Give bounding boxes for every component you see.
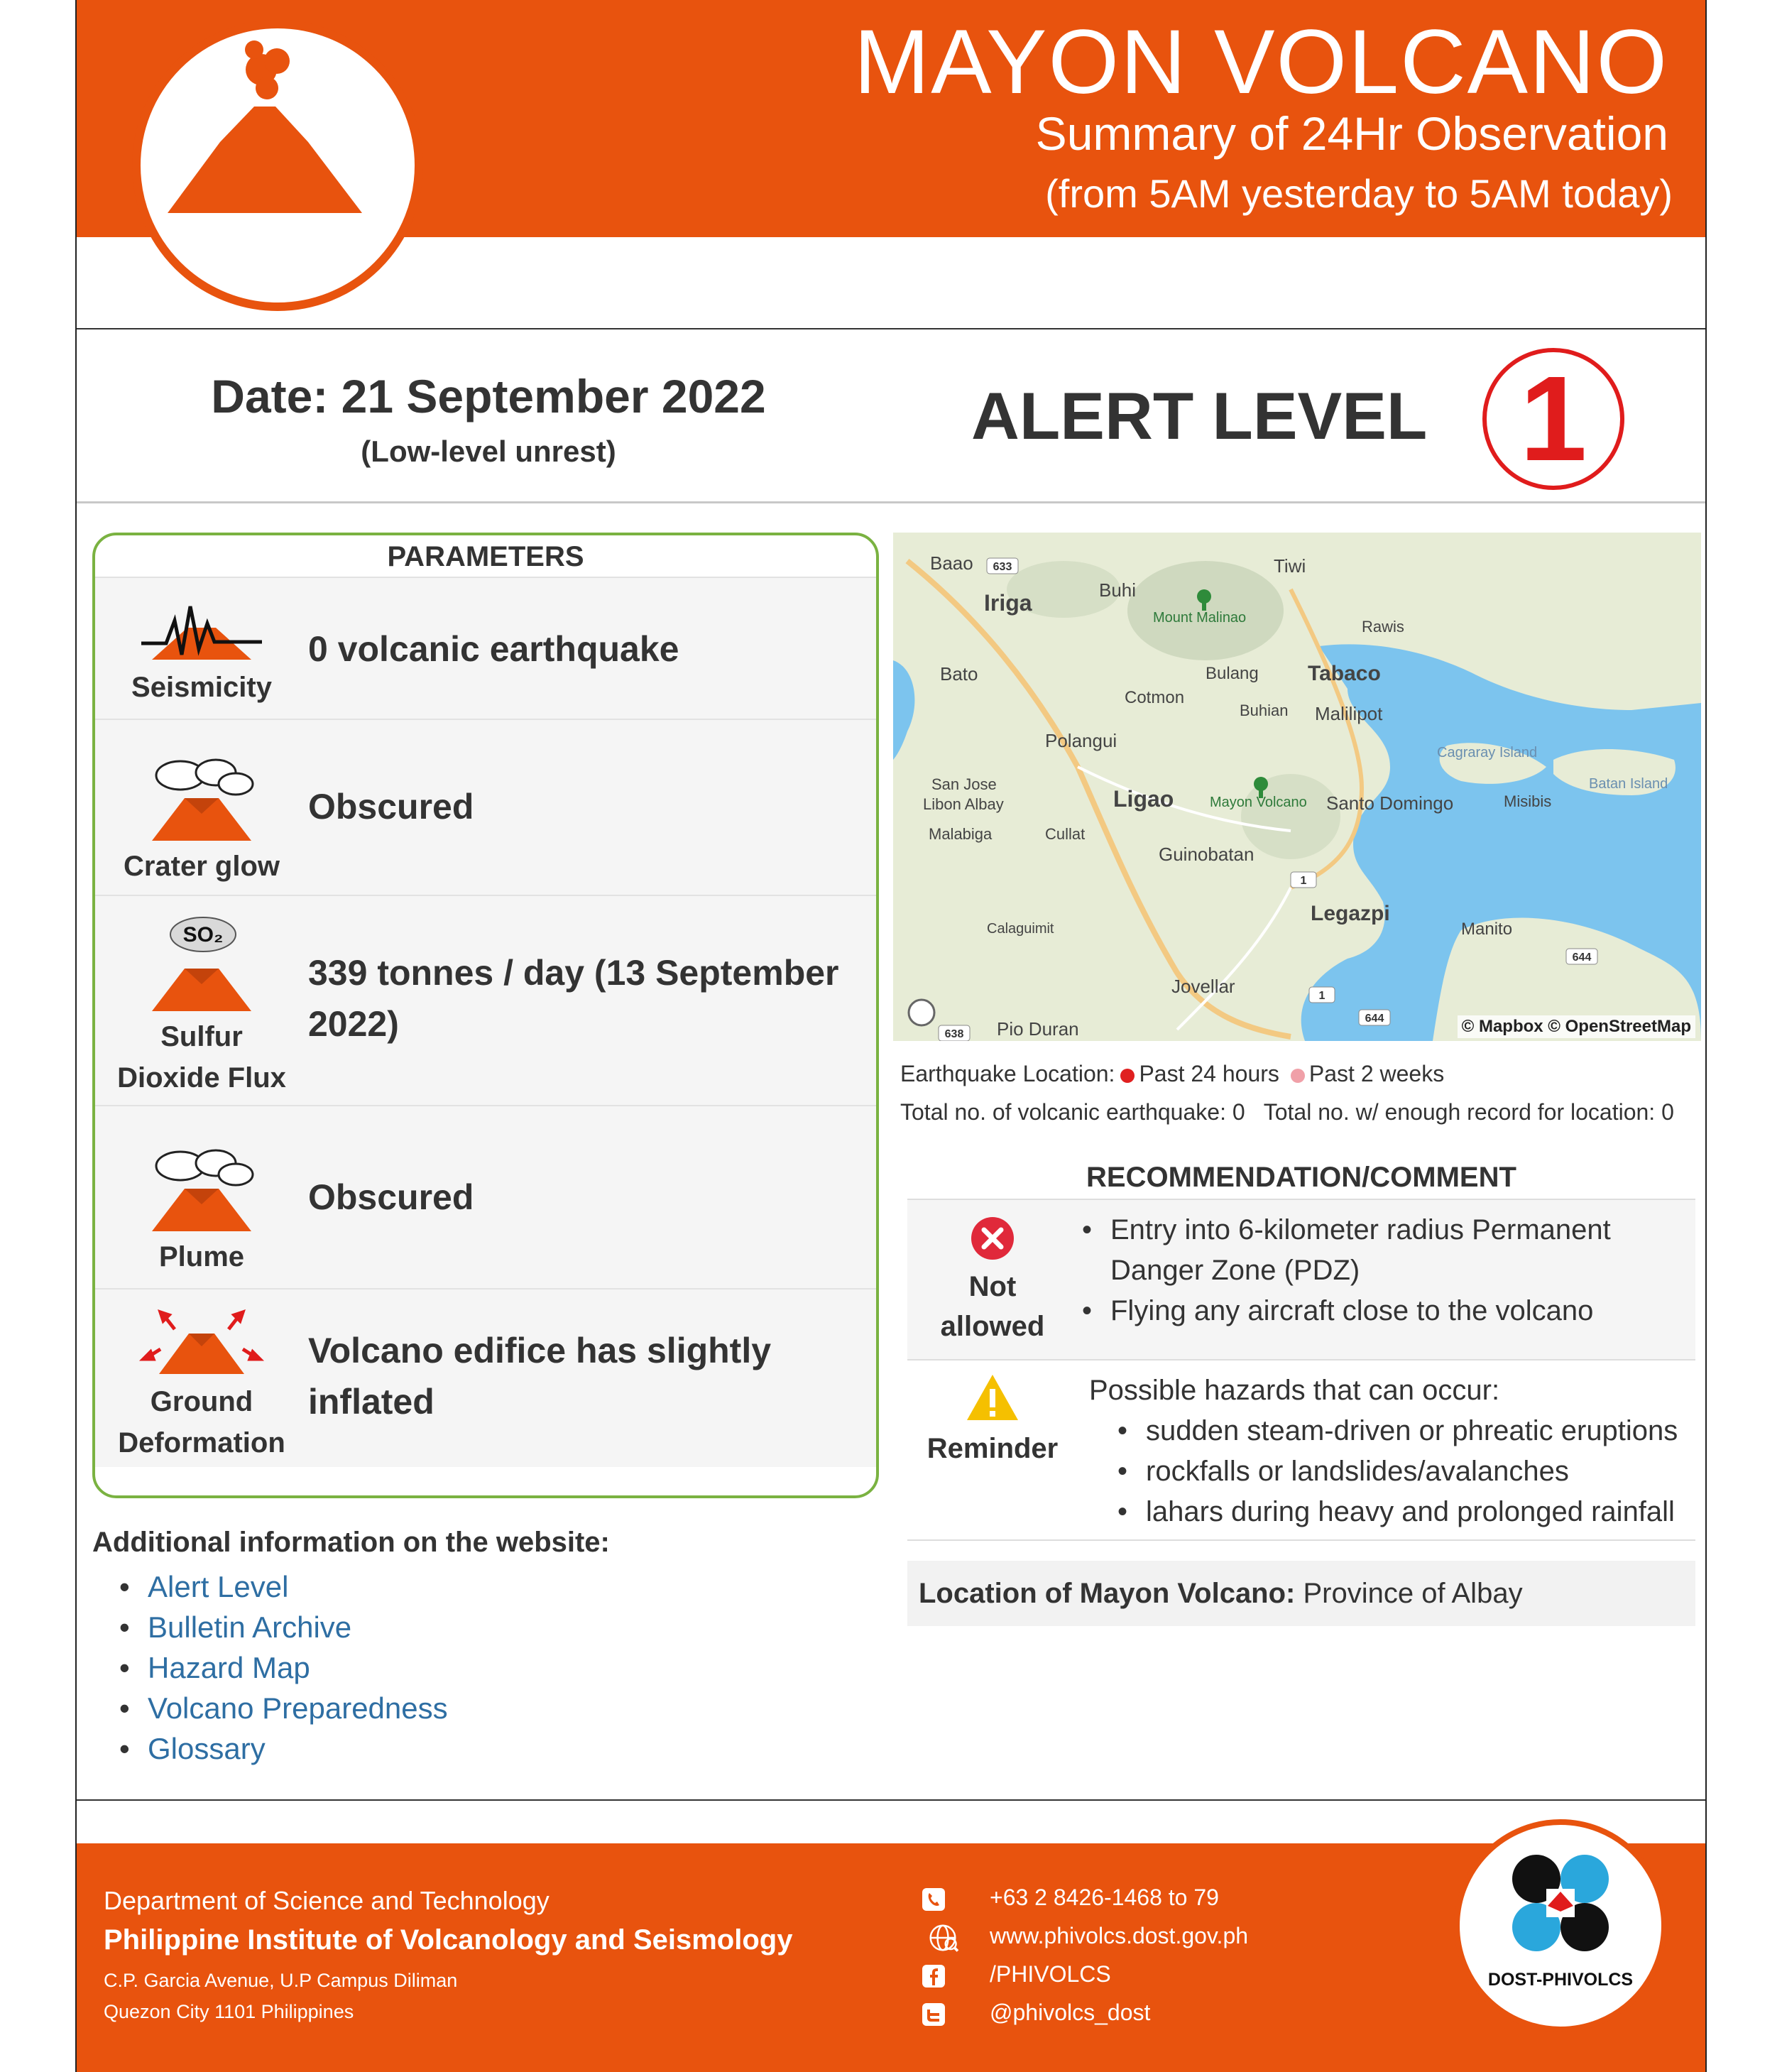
logo-caption: DOST-PHIVOLCS [1487, 1970, 1634, 1990]
parameter-label: Sulfur Dioxide Flux [117, 1021, 286, 1094]
parameter-value: 0 volcanic earthquake [308, 629, 679, 669]
list-item: • lahars during heavy and prolonged rainfall [1146, 1492, 1688, 1532]
svg-text:Mount Malinao: Mount Malinao [1153, 610, 1247, 626]
parameter-value: Obscured [308, 787, 474, 827]
not-allowed-label-1: Not [968, 1271, 1017, 1302]
parameters-title: PARAMETERS [95, 535, 876, 578]
so2-icon [138, 913, 266, 1013]
footer: Department of Science and Technology Philippine Institute of Volcanology and Seismology C.P. Garcia Avenue, U.P Campus Diliman Quezon City 1101 Philippines +63 2 8426-1468 to 79 www.phivolcs.dost.gov.ph /PHIVOLCS @phivolcs_dost [77, 1843, 1705, 2072]
volcano-logo [132, 20, 423, 311]
svg-text:Cotmon: Cotmon [1125, 688, 1185, 707]
link-glossary[interactable]: • Glossary [148, 1728, 448, 1769]
parameter-row-seismicity [95, 578, 876, 720]
recommendation-title: RECOMMENDATION/COMMENT [1086, 1162, 1516, 1193]
svg-text:Tabaco: Tabaco [1308, 662, 1381, 685]
link-alert-level[interactable]: • Alert Level [148, 1566, 448, 1607]
alert-level-badge: 1 [1482, 348, 1624, 490]
volcano-location [907, 1561, 1695, 1626]
svg-text:Bato: Bato [940, 663, 978, 685]
svg-text:Libon Albay: Libon Albay [923, 795, 1004, 813]
svg-text:Malabiga: Malabiga [929, 825, 993, 843]
legend-past-2w: Past 2 weeks [1308, 1061, 1445, 1086]
observation-period: (from 5AM yesterday to 5AM today) [1045, 171, 1673, 216]
globe-search-icon [922, 1923, 964, 1953]
additional-links [148, 1566, 448, 1769]
parameter-label: Plume [158, 1241, 245, 1272]
svg-text:Santo Domingo: Santo Domingo [1326, 792, 1454, 814]
list-item: • Flying any aircraft close to the volcano [1110, 1291, 1631, 1331]
phone-icon [922, 1887, 946, 1912]
not-allowed-row [907, 1200, 1695, 1361]
parameter-label: Seismicity [131, 672, 272, 703]
ground-deformation-icon [138, 1307, 266, 1378]
divider [77, 1799, 1705, 1801]
svg-text:SO₂: SO₂ [182, 923, 224, 947]
map-canvas [893, 533, 1701, 1041]
parameter-row-plume [95, 1106, 876, 1289]
facebook-icon [922, 1964, 946, 1988]
earthquake-legend [900, 1061, 1444, 1087]
svg-text:Baao: Baao [930, 552, 973, 574]
seismicity-icon [138, 592, 266, 663]
alert-level-label: ALERT LEVEL [971, 378, 1428, 453]
not-allowed-icon [970, 1216, 1015, 1261]
bulletin-page [75, 0, 1707, 2072]
pink-dot-icon [1291, 1069, 1305, 1083]
footer-institute: Philippine Institute of Volcanology and Seismology [104, 1924, 793, 1956]
footer-department: Department of Science and Technology [104, 1886, 550, 1915]
svg-text:Cagraray Island: Cagraray Island [1437, 745, 1538, 760]
svg-text:644: 644 [1365, 1013, 1384, 1025]
volcano-logo-icon [141, 28, 415, 302]
earthquake-map[interactable] [893, 533, 1701, 1041]
divider [77, 501, 1705, 503]
svg-text:1: 1 [1300, 875, 1307, 887]
red-dot-icon [1120, 1069, 1135, 1083]
page-subtitle: Summary of 24Hr Observation [1035, 107, 1668, 160]
svg-text:Calaguimit: Calaguimit [987, 921, 1054, 937]
reminder-row [907, 1362, 1695, 1541]
svg-text:San Jose: San Jose [931, 775, 997, 793]
divider [77, 328, 1705, 329]
svg-text:1: 1 [1318, 990, 1325, 1002]
link-volcano-preparedness[interactable]: • Volcano Preparedness [148, 1688, 448, 1728]
page-title: MAYON VOLCANO [853, 11, 1668, 113]
list-item: • sudden steam-driven or phreatic eruptions [1146, 1411, 1688, 1451]
svg-text:Polangui: Polangui [1045, 730, 1117, 751]
parameter-value: Obscured [308, 1177, 474, 1217]
legend-past-24h: Past 24 hours [1139, 1061, 1279, 1086]
svg-text:Tiwi: Tiwi [1274, 555, 1306, 577]
svg-text:Mayon Volcano: Mayon Volcano [1210, 795, 1307, 810]
list-item: • Entry into 6-kilometer radius Permanent Danger Zone (PDZ) [1110, 1210, 1631, 1291]
parameter-row-ground-deformation [95, 1289, 876, 1467]
location-value: Province of Albay [1303, 1578, 1523, 1609]
not-allowed-list [1110, 1210, 1631, 1331]
not-allowed-label-2: allowed [940, 1311, 1045, 1342]
svg-text:Cullat: Cullat [1045, 825, 1086, 843]
list-item: • rockfalls or landslides/avalanches [1146, 1451, 1688, 1492]
link-bulletin-archive[interactable]: • Bulletin Archive [148, 1607, 448, 1647]
parameters-panel [92, 533, 879, 1498]
svg-text:Pio Duran: Pio Duran [997, 1018, 1079, 1040]
parameter-label: Crater glow [123, 851, 280, 882]
parameter-value: Volcano edifice has slightly inflated [308, 1331, 772, 1422]
warning-icon [966, 1373, 1020, 1422]
svg-text:633: 633 [993, 561, 1012, 573]
reminder-intro: Possible hazards that can occur: [1089, 1375, 1500, 1406]
parameter-row-crater-glow [95, 720, 876, 896]
svg-text:Legazpi: Legazpi [1311, 902, 1390, 925]
plume-icon [138, 1147, 266, 1233]
dost-phivolcs-logo-icon [1460, 1825, 1661, 2027]
svg-text:Misibis: Misibis [1504, 792, 1552, 810]
svg-text:Rawis: Rawis [1362, 618, 1404, 636]
svg-text:638: 638 [944, 1028, 964, 1040]
svg-text:Iriga: Iriga [984, 590, 1032, 616]
svg-text:Buhian: Buhian [1240, 702, 1289, 719]
location-label: Location of Mayon Volcano: [919, 1578, 1296, 1609]
footer-address-line1: C.P. Garcia Avenue, U.P Campus Diliman [104, 1970, 458, 1991]
additional-info-title: Additional information on the website: [92, 1527, 610, 1558]
parameter-row-so2-flux [95, 896, 876, 1106]
bulletin-date: Date: 21 September 2022 [211, 370, 766, 422]
svg-text:Jovellar: Jovellar [1171, 976, 1235, 997]
svg-text:Buhi: Buhi [1099, 579, 1137, 601]
svg-text:Guinobatan: Guinobatan [1159, 844, 1254, 865]
svg-text:Bulang: Bulang [1206, 664, 1259, 683]
svg-text:Ligao: Ligao [1113, 786, 1174, 812]
hazard-list [1146, 1411, 1688, 1532]
mapbox-logo-icon [909, 1000, 934, 1025]
unrest-description: (Low-level unrest) [361, 435, 616, 468]
twitter-icon [922, 2002, 946, 2027]
parameter-value: 339 tonnes / day (13 September 2022) [308, 953, 839, 1044]
earthquake-location-label: Earthquake Location: [900, 1061, 1115, 1086]
crater-glow-icon [138, 757, 266, 842]
reminder-label: Reminder [926, 1433, 1059, 1464]
svg-text:Batan Island: Batan Island [1589, 776, 1668, 792]
link-hazard-map[interactable]: • Hazard Map [148, 1647, 448, 1688]
map-attribution[interactable]: © Mapbox © OpenStreetMap [1458, 1015, 1695, 1038]
parameter-label: Ground Deformation [118, 1386, 285, 1458]
earthquake-summary: Total no. of volcanic earthquake: 0 Total no. w/ enough record for location: 0 [900, 1099, 1674, 1125]
dost-phivolcs-logo [1454, 1819, 1667, 2032]
svg-text:644: 644 [1572, 952, 1592, 964]
svg-text:Manito: Manito [1461, 920, 1513, 939]
footer-address-line2: Quezon City 1101 Philippines [104, 2001, 354, 2022]
svg-text:Malilipot: Malilipot [1315, 703, 1383, 724]
